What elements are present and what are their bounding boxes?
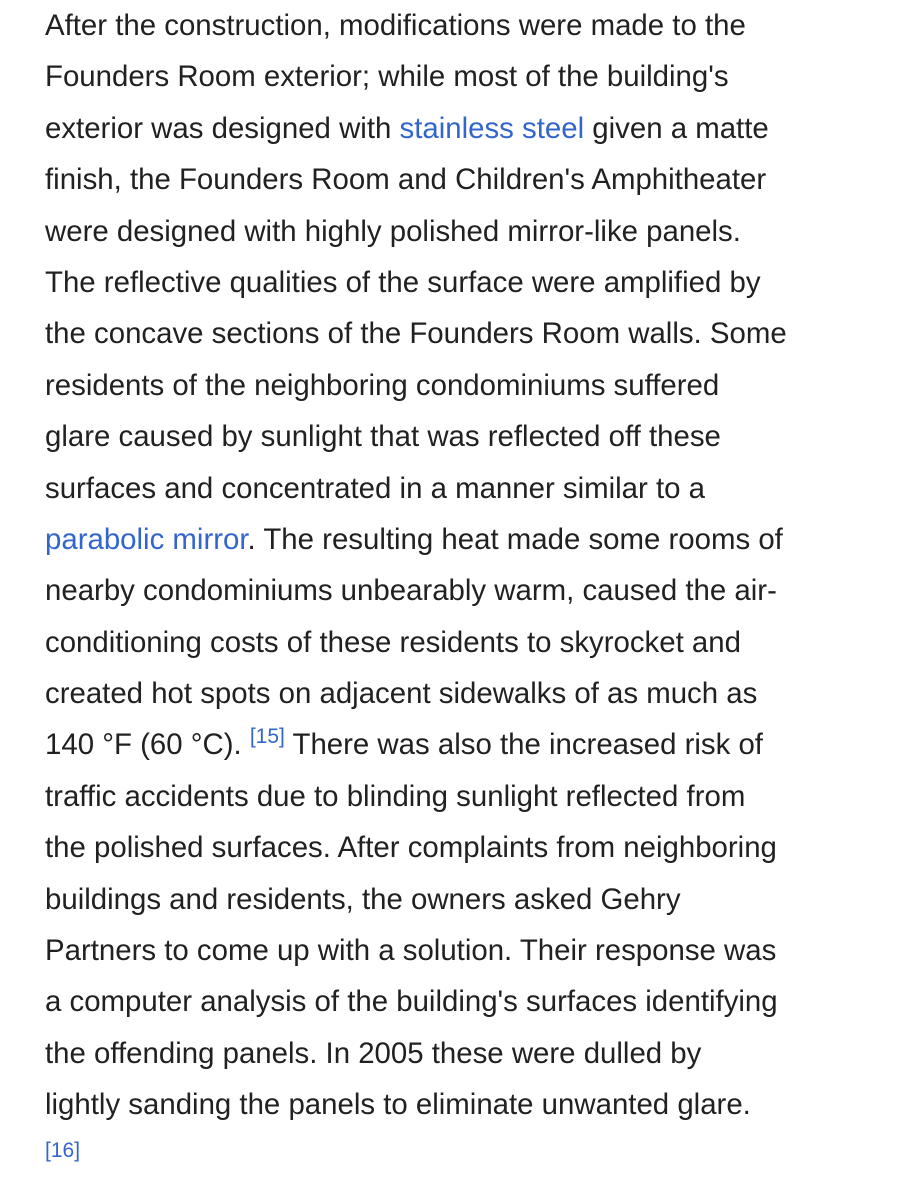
text-line: a computer analysis of the building's surfaces identifying	[45, 985, 778, 1019]
reference-16-link[interactable]: [16]	[45, 1138, 81, 1162]
stainless-steel-link[interactable]: stainless steel	[399, 111, 585, 145]
text-line: Partners to come up with a solution. Their response was	[45, 934, 777, 968]
text-line: the polished surfaces. After complaints from neighboring	[45, 831, 777, 865]
text-line: Founders Room exterior; while most of the building's	[45, 60, 729, 94]
text-line	[45, 514, 915, 565]
text-line: The reflective qualities of the surface were amplified by	[45, 265, 761, 299]
article-body	[45, 0, 915, 1171]
reference-15-link[interactable]: [15]	[249, 725, 285, 749]
text-line: traffic accidents due to blinding sunlight reflected from	[45, 779, 746, 813]
parabolic-mirror-link[interactable]: parabolic mirror	[45, 522, 248, 556]
text-line: were designed with highly polished mirror-like panels.	[45, 214, 741, 248]
text-fragment: 140 °F (60 °C).	[45, 728, 242, 762]
text-fragment: . The resulting heat made some rooms of	[247, 522, 783, 556]
text-line: finish, the Founders Room and Children's Amphitheater	[45, 163, 767, 197]
text-line: residents of the neighboring condominiums suffered	[45, 368, 720, 402]
text-line: conditioning costs of these residents to skyrocket and	[45, 625, 741, 659]
article-paragraph	[45, 0, 915, 1171]
text-line: After the construction, modifications were made to the	[45, 9, 746, 42]
text-line	[45, 719, 915, 770]
text-line: the concave sections of the Founders Room walls. Some	[45, 317, 787, 351]
text-line: created hot spots on adjacent sidewalks of as much as	[45, 677, 758, 711]
text-line: glare caused by sunlight that was reflected off these	[45, 420, 721, 454]
text-line	[45, 103, 915, 154]
text-fragment: given a matte	[584, 111, 769, 145]
text-line: nearby condominiums unbearably warm, caused the air-	[45, 574, 777, 608]
text-fragment: There was also the increased risk of	[284, 728, 763, 762]
text-line: surfaces and concentrated in a manner similar to a	[45, 471, 705, 505]
text-line: buildings and residents, the owners asked Gehry	[45, 882, 681, 916]
text-line: the offending panels. In 2005 these were dulled by	[45, 1036, 702, 1070]
text-line: lightly sanding the panels to eliminate unwanted glare.	[45, 1088, 751, 1122]
text-fragment: exterior was designed with	[45, 111, 400, 145]
